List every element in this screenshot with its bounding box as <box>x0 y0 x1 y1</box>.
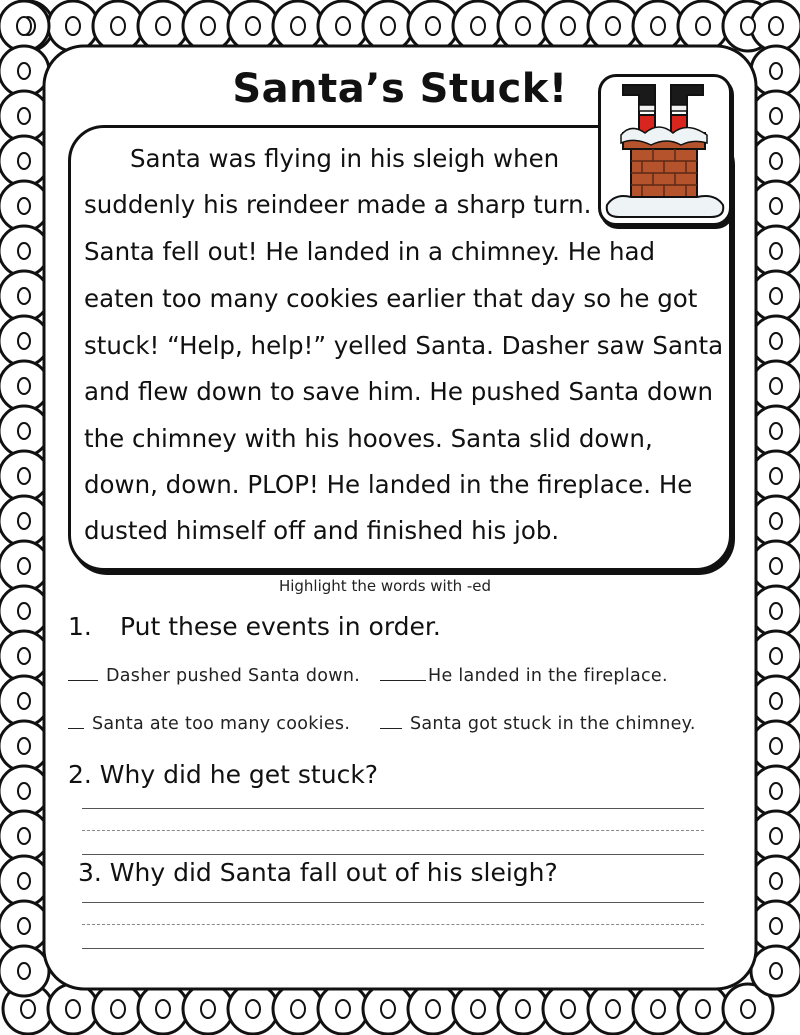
border-ring <box>18 783 30 799</box>
chimney-picture-card <box>598 74 732 226</box>
border-ring <box>18 423 30 439</box>
border-ring <box>18 558 30 574</box>
border-ring <box>336 17 350 35</box>
border-ring <box>246 17 260 35</box>
border-ring <box>21 1000 35 1018</box>
border-ring <box>770 198 782 214</box>
border-ring <box>770 693 782 709</box>
border-ring <box>18 648 30 664</box>
story-line: and flew down to save him. He pushed Santa down <box>84 377 714 406</box>
border-ring <box>18 108 30 124</box>
border-ring <box>770 153 782 169</box>
border-ring <box>770 918 782 934</box>
story-line: stuck! “Help, help!” yelled Santa. Dasher saw Santa <box>84 331 724 360</box>
border-ring <box>770 468 782 484</box>
event-item: He landed in the fireplace. <box>380 666 668 686</box>
border-ring <box>18 378 30 394</box>
border-ring <box>770 243 782 259</box>
border-ring <box>770 513 782 529</box>
border-ring <box>18 333 30 349</box>
border-ring <box>516 17 530 35</box>
highlight-instruction: Highlight the words with -ed <box>278 577 492 595</box>
border-ring <box>291 1000 305 1018</box>
order-blank[interactable] <box>380 666 426 681</box>
border-ring <box>66 1000 80 1018</box>
border-ring <box>18 828 30 844</box>
order-blank[interactable] <box>68 666 98 681</box>
question-3-text: 3. Why did Santa fall out of his sleigh? <box>78 858 558 887</box>
border-ring <box>336 1000 350 1018</box>
order-blank[interactable] <box>380 714 402 729</box>
border-ring <box>291 17 305 35</box>
border-ring <box>111 1000 125 1018</box>
border-ring <box>741 1000 755 1018</box>
question-2-text: 2. Why did he get stuck? <box>68 760 379 789</box>
answer-line[interactable] <box>82 808 704 809</box>
border-ring <box>770 783 782 799</box>
border-ring <box>18 693 30 709</box>
story-line: Santa was flying in his sleigh when <box>130 144 560 173</box>
santa-in-chimney-icon <box>601 77 729 223</box>
story-line: suddenly his reindeer made a sharp turn. <box>84 190 592 219</box>
border-ring <box>561 1000 575 1018</box>
worksheet-title: Santa’s Stuck! <box>232 66 568 112</box>
border-ring <box>156 1000 170 1018</box>
border-ring <box>770 288 782 304</box>
border-ring <box>471 17 485 35</box>
border-ring <box>426 17 440 35</box>
border-ring <box>201 1000 215 1018</box>
border-ring <box>18 513 30 529</box>
story-line: Santa fell out! He landed in a chimney. He had <box>84 237 656 266</box>
event-item: Santa got stuck in the chimney. <box>380 714 696 734</box>
answer-line[interactable] <box>82 902 704 903</box>
border-ring <box>770 423 782 439</box>
border-ring <box>66 17 80 35</box>
border-ring <box>426 1000 440 1018</box>
border-ring <box>156 17 170 35</box>
border-ring <box>381 17 395 35</box>
border-ring <box>516 1000 530 1018</box>
border-ring <box>769 17 783 35</box>
border-ring <box>18 468 30 484</box>
border-ring <box>741 17 755 35</box>
border-ring <box>18 738 30 754</box>
border-ring <box>111 17 125 35</box>
story-line: eaten too many cookies earlier that day so he got <box>84 284 698 313</box>
answer-line[interactable] <box>82 948 704 949</box>
border-ring <box>696 17 710 35</box>
border-ring <box>18 63 30 79</box>
border-ring <box>18 243 30 259</box>
answer-guide-line <box>82 924 704 925</box>
border-ring <box>651 17 665 35</box>
story-line: down, down. PLOP! He landed in the fireplace. He <box>84 470 693 499</box>
border-ring <box>770 378 782 394</box>
border-ring <box>770 108 782 124</box>
border-ring <box>770 63 782 79</box>
border-ring <box>770 558 782 574</box>
border-ring <box>201 17 215 35</box>
border-ring <box>246 1000 260 1018</box>
event-item: Dasher pushed Santa down. <box>68 666 360 686</box>
story-line: the chimney with his hooves. Santa slid down, <box>84 424 653 453</box>
border-ring <box>18 288 30 304</box>
order-blank[interactable] <box>68 714 84 729</box>
border-ring <box>770 828 782 844</box>
border-ring <box>770 333 782 349</box>
border-ring <box>770 603 782 619</box>
border-ring <box>18 918 30 934</box>
story-line: dusted himself off and finished his job. <box>84 516 560 545</box>
border-ring <box>696 1000 710 1018</box>
border-ring <box>18 198 30 214</box>
border-ring <box>17 17 31 35</box>
border-ring <box>606 1000 620 1018</box>
border-ring <box>651 1000 665 1018</box>
question-1-number: 1. <box>68 612 92 641</box>
border-ring <box>18 963 30 979</box>
border-ring <box>770 963 782 979</box>
border-ring <box>381 1000 395 1018</box>
answer-guide-line <box>82 830 704 831</box>
event-item: Santa ate too many cookies. <box>68 714 350 734</box>
answer-line[interactable] <box>82 854 704 855</box>
border-ring <box>18 873 30 889</box>
border-ring <box>770 873 782 889</box>
question-1-text: Put these events in order. <box>120 612 441 641</box>
border-ring <box>770 648 782 664</box>
border-ring <box>561 17 575 35</box>
border-ring <box>471 1000 485 1018</box>
border-ring <box>770 738 782 754</box>
border-ring <box>18 153 30 169</box>
border-ring <box>606 17 620 35</box>
border-ring <box>18 603 30 619</box>
